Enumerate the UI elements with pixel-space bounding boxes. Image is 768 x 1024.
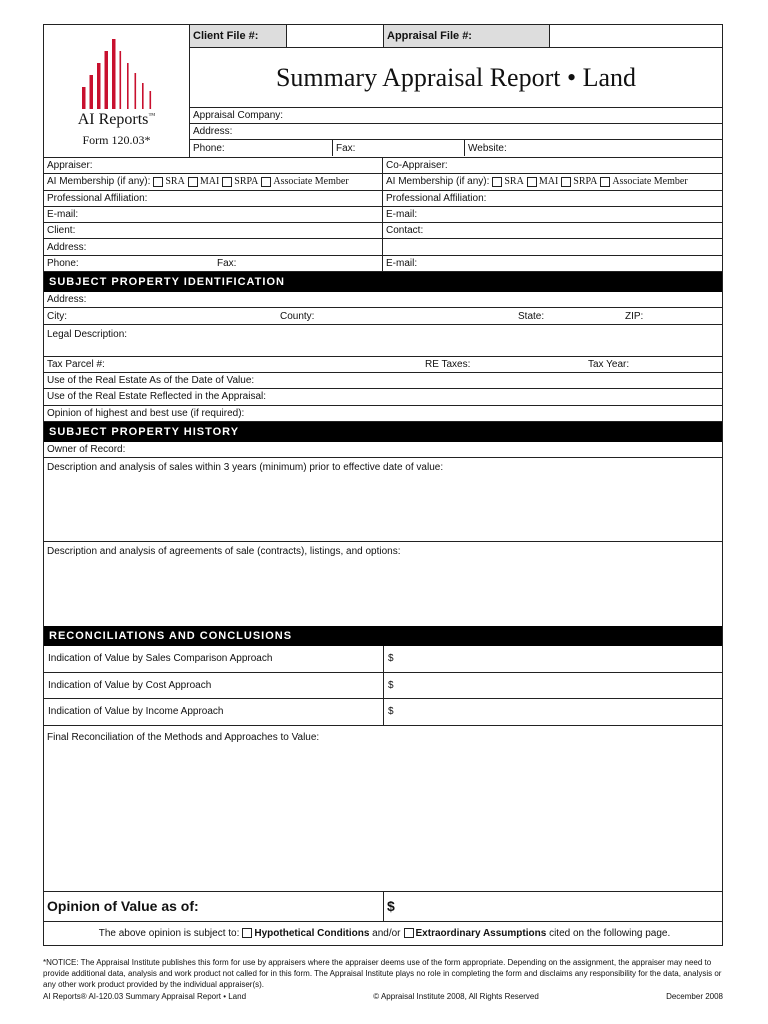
section-heading-history: SUBJECT PROPERTY HISTORY — [44, 422, 722, 442]
checkbox-associate[interactable] — [600, 177, 610, 187]
client-file-field[interactable] — [287, 25, 384, 47]
checkbox-mai[interactable] — [188, 177, 198, 187]
appraiser-membership: AI Membership (if any): SRA MAI SRPA Associate Member — [44, 174, 383, 189]
appraiser-affiliation-field[interactable]: Professional Affiliation: — [44, 191, 383, 206]
logo-name: AI Reports™ — [77, 111, 156, 128]
final-reconciliation-field[interactable]: Final Reconciliation of the Methods and Approaches to Value: — [47, 731, 320, 743]
notice-text: *NOTICE: The Appraisal Institute publishes this form for use by appraisers where the appraiser deems use of the form appropriate. Depending on the assignment, the appraiser may need to provide additional data, analysis and work product not called for in this form. The Appraisal Institute plays no role in completing the form and disclaims any responsibility for the data, analysis or any other work product provided by the individual appraiser(s). — [43, 958, 722, 989]
section-heading-reconciliation: RECONCILIATIONS AND CONCLUSIONS — [44, 626, 722, 646]
contact-field[interactable]: Contact: — [386, 225, 424, 237]
appraisal-company-field[interactable]: Appraisal Company: — [190, 108, 722, 124]
company-fax-field[interactable]: Fax: — [333, 140, 465, 156]
property-address-field[interactable]: Address: — [47, 294, 87, 306]
checkbox-sra[interactable] — [492, 177, 502, 187]
client-file-label: Client File #: — [190, 25, 287, 47]
checkbox-hypothetical[interactable] — [242, 928, 252, 938]
cost-approach-value[interactable]: $ — [388, 679, 394, 691]
footer-right: December 2008 — [666, 992, 723, 1001]
legal-description-field[interactable]: Legal Description: — [47, 328, 128, 340]
section-heading-identification: SUBJECT PROPERTY IDENTIFICATION — [44, 272, 722, 292]
logo-block — [44, 25, 190, 157]
client-field[interactable]: Client: — [44, 223, 383, 238]
cost-approach-label: Indication of Value by Cost Approach — [44, 673, 384, 699]
zip-field[interactable]: ZIP: — [625, 310, 644, 322]
checkbox-associate[interactable] — [261, 177, 271, 187]
footer-left: AI Reports® AI-120.03 Summary Appraisal Report • Land — [43, 992, 247, 1001]
city-field[interactable]: City: — [47, 310, 67, 322]
form-number: Form 120.03* — [82, 133, 151, 147]
contact-address-field[interactable] — [383, 239, 722, 254]
checkbox-sra[interactable] — [153, 177, 163, 187]
owner-of-record-field[interactable]: Owner of Record: — [47, 444, 126, 455]
contact-email-field[interactable]: E-mail: — [386, 257, 418, 269]
opinion-of-value-label: Opinion of Value as of: — [44, 892, 384, 921]
county-field[interactable]: County: — [280, 310, 315, 322]
sales-comparison-label: Indication of Value by Sales Comparison Approach — [44, 646, 384, 672]
income-approach-value[interactable]: $ — [388, 706, 394, 718]
client-fax-field[interactable]: Fax: — [217, 257, 237, 269]
company-phone-field[interactable]: Phone: — [190, 140, 333, 156]
client-phone-field[interactable]: Phone: — [47, 257, 79, 269]
ai-reports-logo-icon — [74, 37, 160, 109]
highest-best-use-field[interactable]: Opinion of highest and best use (if required): — [47, 407, 245, 419]
use-as-of-date-field[interactable]: Use of the Real Estate As of the Date of Value: — [47, 375, 255, 387]
form-body — [43, 158, 723, 946]
state-field[interactable]: State: — [518, 310, 545, 322]
opinion-of-value-field[interactable]: $ — [387, 898, 395, 915]
company-address-field[interactable]: Address: — [190, 124, 722, 140]
client-address-field[interactable]: Address: — [44, 239, 383, 254]
appraisal-form — [43, 24, 723, 946]
checkbox-srpa[interactable] — [222, 177, 232, 187]
appraiser-field[interactable]: Appraiser: — [44, 158, 383, 173]
sales-analysis-field[interactable]: Description and analysis of sales within 3 years (minimum) prior to effective date of value: — [47, 462, 444, 474]
checkbox-srpa[interactable] — [561, 177, 571, 187]
income-approach-label: Indication of Value by Income Approach — [44, 699, 384, 725]
co-appraiser-email-field[interactable]: E-mail: — [386, 209, 418, 221]
subject-to-statement: The above opinion is subject to: Hypothetical Conditions and/or Extraordinary Assumptions cited on the following page. — [98, 927, 671, 939]
co-appraiser-membership: AI Membership (if any): SRA MAI SRPA Associate Member — [386, 176, 688, 188]
sales-comparison-value[interactable]: $ — [388, 653, 394, 665]
client-phone-fax — [44, 256, 383, 271]
form-header — [43, 24, 723, 158]
checkbox-extraordinary[interactable] — [404, 928, 414, 938]
tax-parcel-field[interactable]: Tax Parcel #: — [47, 358, 105, 370]
appraiser-email-field[interactable]: E-mail: — [44, 207, 383, 222]
tax-year-field[interactable]: Tax Year: — [588, 358, 630, 370]
appraisal-file-label: Appraisal File #: — [384, 25, 550, 47]
co-appraiser-field[interactable]: Co-Appraiser: — [386, 160, 448, 172]
appraisal-file-field[interactable] — [550, 25, 722, 47]
checkbox-mai[interactable] — [527, 177, 537, 187]
co-appraiser-affiliation-field[interactable]: Professional Affiliation: — [386, 192, 487, 204]
use-reflected-field[interactable]: Use of the Real Estate Reflected in the Appraisal: — [47, 391, 267, 403]
re-taxes-field[interactable]: RE Taxes: — [425, 358, 471, 370]
page-title: Summary Appraisal Report • Land — [190, 48, 722, 108]
footer-center: © Appraisal Institute 2008, All Rights Reserved — [373, 992, 539, 1001]
company-website-field[interactable]: Website: — [468, 142, 507, 154]
agreements-analysis-field[interactable]: Description and analysis of agreements of sale (contracts), listings, and options: — [47, 546, 401, 558]
page-footer — [43, 992, 723, 1001]
